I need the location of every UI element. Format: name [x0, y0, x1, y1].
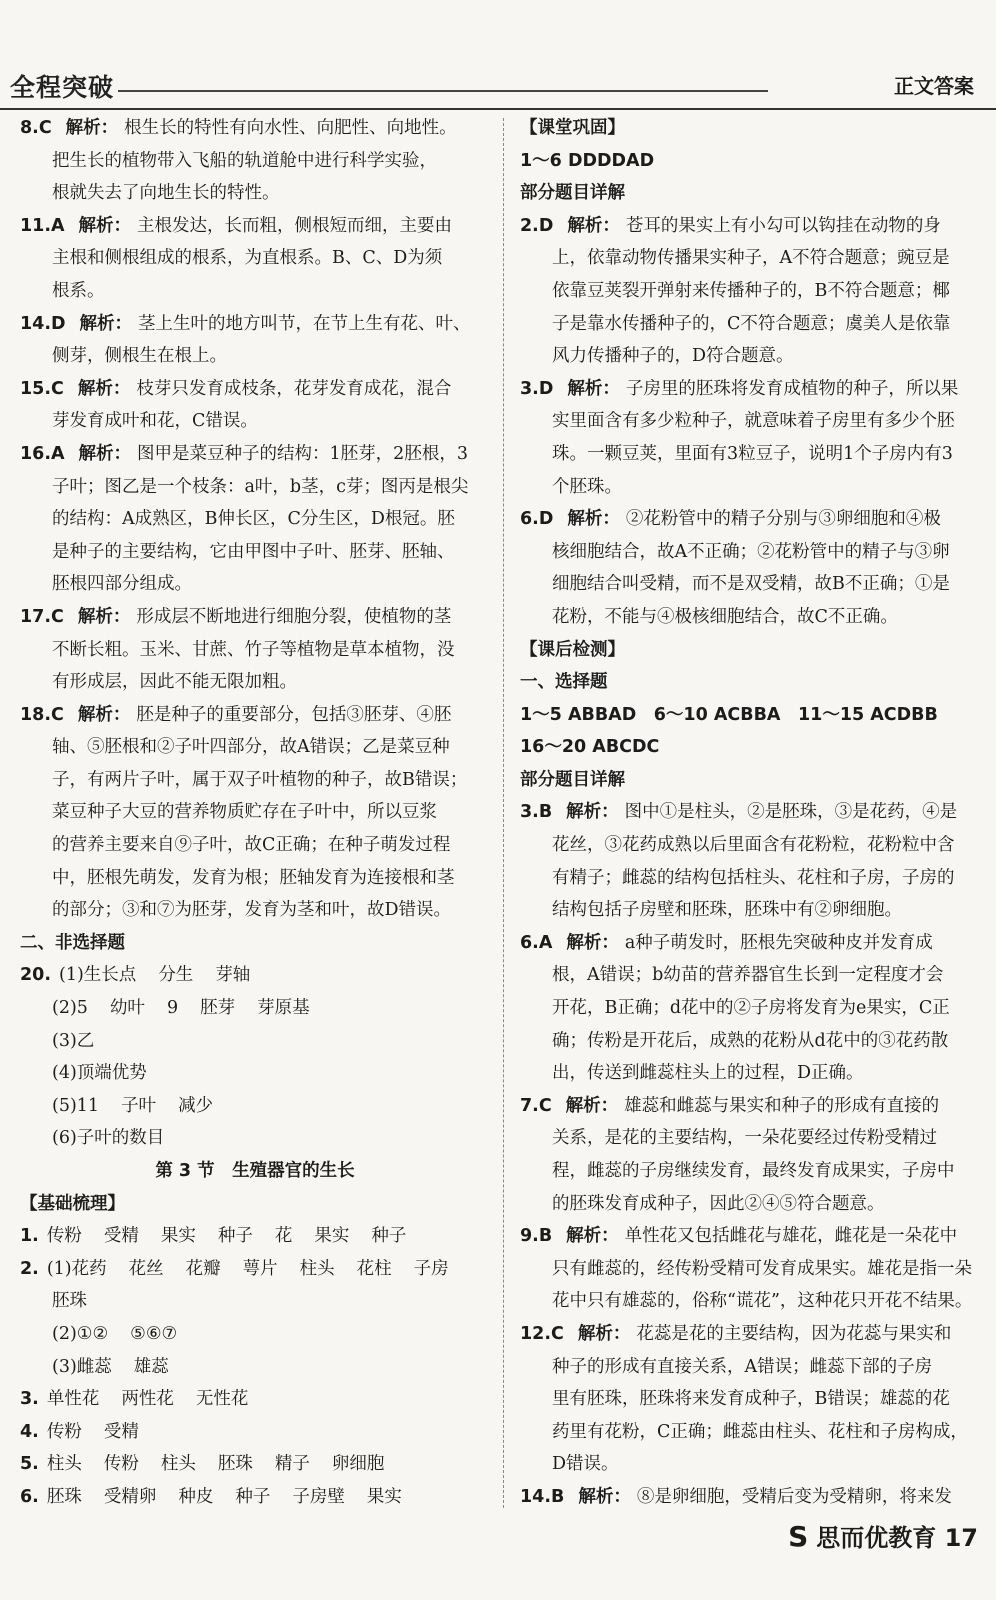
answer-line	[20, 601, 490, 634]
question-number: 18.C	[20, 704, 64, 725]
answer-line: 花粉，不能与④极核细胞结合，故C不正确。	[552, 606, 898, 627]
footer-brand: 思而优教育	[816, 1524, 937, 1552]
answer-text: 胚是种子的重要部分，包括③胚芽、④胚	[136, 704, 452, 725]
answer-value: (1)生长点	[59, 965, 137, 986]
answer-text: a种子萌发时，胚根先突破种皮并发育成	[624, 932, 933, 953]
answer-value: 减少	[178, 1095, 214, 1116]
answer-line: 子，有两片子叶，属于双子叶植物的种子，故B错误；	[52, 769, 468, 790]
answer-line: 核细胞结合，故A不正确；②花粉管中的精子与③卵	[552, 541, 950, 562]
answer-item	[520, 927, 986, 1090]
answer-line	[520, 796, 986, 829]
analysis-label: 解析：	[77, 704, 131, 725]
basics-row	[20, 1448, 490, 1481]
answer-line: 细胞结合叫受精，而不是双受精，故B不正确；①是	[552, 574, 950, 595]
question-number: 9.B	[520, 1226, 553, 1247]
answer-line: 胚根四部分组成。	[52, 574, 192, 595]
question-number: 7.C	[520, 1095, 552, 1116]
after-answers	[520, 796, 986, 1513]
answer-item	[20, 308, 490, 373]
answer-line: D错误。	[552, 1454, 619, 1475]
question-number: 8.C	[20, 118, 52, 138]
answer-text: 单性花又包括雌花与雄花，雌花是一朵花中	[624, 1226, 958, 1247]
basics-row	[20, 1253, 490, 1286]
answer-text: 根生长的特性有向水性、向肥性、向地性。	[124, 118, 457, 138]
basics-label: 【基础梳理】	[20, 1193, 125, 1214]
answer-line: 只有雌蕊的，经传粉受精可发育成果实。雄花是指一朵	[552, 1258, 972, 1279]
page-number: 17	[944, 1524, 978, 1552]
analysis-label: 解析：	[77, 378, 131, 399]
answer-value: 雄蕊	[133, 1356, 169, 1377]
answer-line: 种子的形成有直接关系，A错误；雌蕊下部的子房	[552, 1356, 933, 1377]
answer-value: 花丝	[128, 1258, 164, 1279]
answer-line: 实里面含有多少粒种子，就意味着子房里有多少个胚	[552, 411, 955, 432]
answer-text: ⑧是卵细胞，受精后变为受精卵，将来发	[636, 1486, 952, 1507]
answer-value: 种皮	[178, 1486, 214, 1507]
answer-text: 图甲是菜豆种子的结构：1胚芽，2胚根，3	[137, 443, 468, 464]
answer-line: 根，A错误；b幼苗的营养器官生长到一定程度才会	[552, 965, 944, 986]
answer-line: 里有胚珠，胚珠将来发育成种子，B错误；雄蕊的花	[552, 1389, 950, 1410]
answer-line: 有精子；雌蕊的结构包括柱头、花柱和子房，子房的	[552, 867, 955, 888]
answer-value: 种子	[217, 1226, 253, 1247]
answer-value: (1)花药	[46, 1258, 107, 1279]
answer-value: (4)顶端优势	[52, 1063, 147, 1084]
answer-value: 胚珠	[217, 1454, 253, 1475]
right-column	[520, 112, 986, 1514]
after-label: 【课后检测】	[520, 639, 625, 660]
answer-value: 子叶	[121, 1095, 157, 1116]
answer-line	[20, 699, 490, 732]
answer-item	[520, 1090, 986, 1220]
answer-value: 精子	[274, 1454, 310, 1475]
answer-line	[520, 503, 986, 536]
answer-line: 个胚珠。	[552, 476, 622, 497]
page-footer	[788, 1518, 978, 1553]
question-number: 11.A	[20, 215, 65, 236]
answer-value: 卵细胞	[331, 1454, 385, 1475]
answer-value: 9	[166, 998, 179, 1019]
analysis-label: 解析：	[65, 118, 119, 138]
q20-row	[20, 1090, 490, 1123]
answer-value: (2)①②	[52, 1323, 109, 1344]
class-answer-key: 1～6 DDDDAD	[520, 150, 655, 171]
analysis-label: 解析：	[567, 509, 620, 530]
answer-text: 雄蕊和雌蕊与果实和种子的形成有直接的	[624, 1095, 940, 1116]
answer-text: ②花粉管中的精子分别与③卵细胞和④极	[625, 509, 941, 530]
q20-row	[20, 992, 490, 1025]
answer-line: 有形成层，因此不能无限加粗。	[52, 672, 297, 693]
answer-value: 柱头	[299, 1258, 335, 1279]
answer-value: 胚珠	[46, 1486, 82, 1507]
answer-value: 果实	[366, 1486, 402, 1507]
answer-value: 胚珠	[52, 1291, 87, 1312]
left-column	[20, 112, 490, 1514]
question-number: 12.C	[520, 1323, 564, 1344]
question-number: 1.	[20, 1226, 39, 1247]
basics-row	[20, 1318, 490, 1351]
answer-line	[20, 373, 490, 406]
header-rule	[118, 90, 768, 92]
basics-row	[20, 1351, 490, 1384]
section-title: 第 3 节 生殖器官的生长	[155, 1161, 355, 1181]
answer-line: 子叶；图乙是一个枝条：a叶，b茎，c芽；图丙是根尖	[52, 476, 469, 497]
answer-line: 出，传送到雌蕊柱头上的过程，D正确。	[552, 1063, 864, 1084]
answer-text: 茎上生叶的地方叫节，在节上生有花、叶、	[138, 313, 471, 334]
answer-value: (5)11	[52, 1095, 100, 1116]
answer-line: 是种子的主要结构，它由甲图中子叶、胚芽、胚轴、	[52, 541, 455, 562]
answer-line: 的胚珠发育成种子，因此②④⑤符合题意。	[552, 1193, 885, 1214]
top-divider	[0, 108, 996, 110]
answer-line: 的营养主要来自⑨子叶，故C正确；在种子萌发过程	[52, 835, 451, 856]
answer-value: 传粉	[103, 1454, 139, 1475]
answer-value: ⑤⑥⑦	[130, 1323, 178, 1344]
q20-block	[20, 959, 490, 1155]
answer-line: 药里有花粉，C正确；雌蕊由柱头、花柱和子房构成，	[552, 1421, 968, 1442]
analysis-label: 解析：	[566, 1226, 619, 1247]
brand-logo: 全程突破	[10, 73, 115, 102]
answer-text: 花蕊是花的主要结构，因为花蕊与果实和	[636, 1323, 952, 1344]
answer-line	[520, 1220, 986, 1253]
detail-label-2: 部分题目详解	[520, 769, 625, 790]
analysis-label: 解析：	[77, 606, 131, 627]
answer-value: 子房壁	[292, 1486, 345, 1507]
analysis-label: 解析：	[578, 1486, 631, 1507]
class-answers	[520, 210, 986, 634]
answer-line: 结构包括子房壁和胚珠，胚珠中有②卵细胞。	[552, 900, 902, 921]
answer-value: 柱头	[160, 1454, 196, 1475]
answer-item	[520, 796, 986, 926]
answer-line: 轴、⑤胚根和②子叶四部分，故A错误；乙是菜豆种	[52, 737, 450, 758]
answer-item	[520, 1481, 986, 1514]
answer-value: 种子	[235, 1486, 271, 1507]
detail-label: 部分题目详解	[520, 183, 625, 204]
question-number: 15.C	[20, 378, 64, 399]
answer-text: 图中①是柱头，②是胚珠，③是花药，④是	[624, 802, 958, 823]
choice-label: 一、选择题	[520, 672, 608, 693]
answer-line: 主根和侧根组成的根系，为直根系。B、C、D为须	[52, 248, 443, 269]
q20-row	[20, 959, 490, 992]
answer-line	[20, 438, 490, 471]
answer-text: 苍耳的果实上有小勾可以钩挂在动物的身	[625, 215, 941, 236]
answer-value: 子房	[413, 1258, 449, 1279]
answer-line	[20, 308, 490, 341]
answer-value: 果实	[160, 1226, 196, 1247]
answer-item	[520, 210, 986, 373]
question-number: 3.	[20, 1389, 39, 1410]
answer-line: 开花，B正确；d花中的②子房将发育为e果实，C正	[552, 998, 950, 1019]
page-header	[0, 0, 996, 110]
analysis-label: 解析：	[566, 932, 619, 953]
question-number: 2.D	[520, 215, 554, 236]
answer-item	[20, 373, 490, 438]
question-number: 2.	[20, 1258, 39, 1279]
answer-line: 上，依靠动物传播果实种子，A不符合题意；豌豆是	[552, 248, 950, 269]
answer-value: 受精卵	[103, 1486, 157, 1507]
answer-line: 程，雌蕊的子房继续发育，最终发育成果实，子房中	[552, 1161, 955, 1181]
basics-row	[20, 1481, 490, 1514]
answer-text: 枝芽只发育成枝条，花芽发育成花，混合	[136, 378, 452, 399]
question-number: 16.A	[20, 443, 65, 464]
answer-value: 两性花	[121, 1389, 174, 1410]
left-answers	[20, 112, 490, 927]
answer-line	[520, 373, 986, 406]
answer-value: 花瓣	[185, 1258, 221, 1279]
answer-line: 珠。一颗豆荚，里面有3粒豆子，说明1个子房内有3	[552, 443, 953, 464]
answer-value: 受精	[103, 1421, 139, 1442]
answer-value: (3)乙	[52, 1030, 95, 1051]
q20-row	[20, 1057, 490, 1090]
answer-value: 花柱	[356, 1258, 392, 1279]
answer-value: (6)子叶的数目	[52, 1128, 165, 1149]
answer-line: 依靠豆荚裂开弹射来传播种子的，B不符合题意；椰	[552, 280, 950, 301]
question-number: 3.D	[520, 378, 554, 399]
answer-value: 果实	[314, 1226, 350, 1247]
question-number: 3.B	[520, 802, 553, 823]
analysis-label: 解析：	[78, 443, 132, 464]
section-tag: 正文答案	[894, 74, 974, 98]
answer-item	[520, 373, 986, 503]
answer-value: 胚芽	[200, 998, 236, 1019]
analysis-label: 解析：	[566, 802, 619, 823]
analysis-label: 解析：	[577, 1323, 631, 1344]
after-answer-key-2: 16～20 ABCDC	[520, 737, 660, 758]
answer-value: 花	[274, 1226, 293, 1247]
answer-value: 传粉	[46, 1421, 82, 1442]
answer-value: 萼片	[242, 1258, 278, 1279]
section-heading-nonchoice: 二、非选择题	[20, 932, 125, 953]
column-divider	[503, 118, 505, 1508]
question-number: 4.	[20, 1421, 39, 1442]
answer-line: 确；传粉是开花后，成熟的花粉从d花中的③花药散	[552, 1030, 949, 1051]
analysis-label: 解析：	[567, 215, 620, 236]
q20-row	[20, 1025, 490, 1058]
answer-value: 芽轴	[215, 965, 251, 986]
analysis-label: 解析：	[565, 1095, 619, 1116]
answer-line: 菜豆种子大豆的营养物质贮存在子叶中，所以豆浆	[52, 802, 437, 823]
answer-value: (3)雌蕊	[52, 1356, 112, 1377]
answer-line: 关系，是花的主要结构，一朵花要经过传粉受精过	[552, 1128, 937, 1149]
answer-value: 单性花	[46, 1389, 100, 1410]
basics-row	[20, 1285, 490, 1318]
answer-item	[20, 699, 490, 927]
answer-line	[20, 112, 490, 145]
answer-line: 的结构：A成熟区，B伸长区，C分生区，D根冠。胚	[52, 509, 455, 530]
answer-line: 子是靠水传播种子的，C不符合题意；虞美人是依靠	[552, 313, 951, 334]
basics-list	[20, 1220, 490, 1513]
after-answer-key-1: 1～5 ABBAD 6～10 ACBBA 11～15 ACDBB	[520, 704, 938, 725]
answer-line: 根就失去了向地生长的特性。	[52, 183, 280, 204]
answer-line	[520, 210, 986, 243]
answer-line: 的部分；③和⑦为胚芽，发育为茎和叶，故D错误。	[52, 900, 452, 921]
answer-value: 受精	[103, 1226, 139, 1247]
answer-line: 根系。	[52, 280, 105, 301]
answer-item	[20, 601, 490, 699]
answer-value: (2)5	[52, 998, 88, 1019]
answer-line: 侧芽，侧根生在根上。	[52, 346, 227, 367]
answer-item	[520, 1318, 986, 1481]
answer-text: 主根发达，长而粗，侧根短而细，主要由	[137, 215, 453, 236]
answer-line: 花中只有雄蕊的，俗称“谎花”，这种花只开花不结果。	[552, 1291, 973, 1312]
question-number: 5.	[20, 1454, 39, 1475]
answer-item	[520, 503, 986, 633]
question-number: 17.C	[20, 606, 64, 627]
question-number: 14.B	[520, 1486, 565, 1507]
answer-value: 种子	[371, 1226, 407, 1247]
answer-line: 风力传播种子的，D符合题意。	[552, 346, 794, 367]
answer-value: 芽原基	[257, 998, 310, 1019]
answer-line: 不断长粗。玉米、甘蔗、竹子等植物是草本植物，没	[52, 639, 455, 660]
answer-line: 把生长的植物带入飞船的轨道舱中进行科学实验，	[52, 150, 437, 171]
question-number: 20.	[20, 965, 52, 986]
answer-item	[20, 112, 490, 210]
answer-value: 幼叶	[109, 998, 145, 1019]
answer-line	[20, 210, 490, 243]
question-number: 6.D	[520, 509, 554, 530]
question-number: 6.A	[520, 932, 553, 953]
footer-mark: S	[788, 1520, 809, 1553]
answer-item	[520, 1220, 986, 1318]
question-number: 14.D	[20, 313, 66, 334]
answer-line: 花丝，③花药成熟以后里面含有花粉粒，花粉粒中含	[552, 835, 955, 856]
answer-line	[520, 1318, 986, 1351]
basics-row	[20, 1383, 490, 1416]
answer-item	[20, 210, 490, 308]
answer-line	[520, 1481, 986, 1514]
answer-value: 无性花	[195, 1389, 249, 1410]
answer-text: 形成层不断地进行细胞分裂，使植物的茎	[136, 606, 452, 627]
answer-item	[20, 438, 490, 601]
question-number: 6.	[20, 1486, 39, 1507]
answer-value: 分生	[158, 965, 194, 986]
answer-value: 柱头	[46, 1454, 82, 1475]
answer-text: 子房里的胚珠将发育成植物的种子，所以果	[625, 378, 959, 399]
analysis-label: 解析：	[567, 378, 620, 399]
answer-line	[520, 1090, 986, 1123]
basics-row	[20, 1220, 490, 1253]
class-label: 【课堂巩固】	[520, 118, 625, 138]
basics-row	[20, 1416, 490, 1449]
answer-line: 中，胚根先萌发，发育为根；胚轴发育为连接根和茎	[52, 867, 455, 888]
q20-row	[20, 1122, 490, 1155]
analysis-label: 解析：	[78, 215, 132, 236]
answer-value: 传粉	[46, 1226, 82, 1247]
answer-line	[520, 927, 986, 960]
analysis-label: 解析：	[79, 313, 133, 334]
answer-line: 芽发育成叶和花，C错误。	[52, 411, 258, 432]
